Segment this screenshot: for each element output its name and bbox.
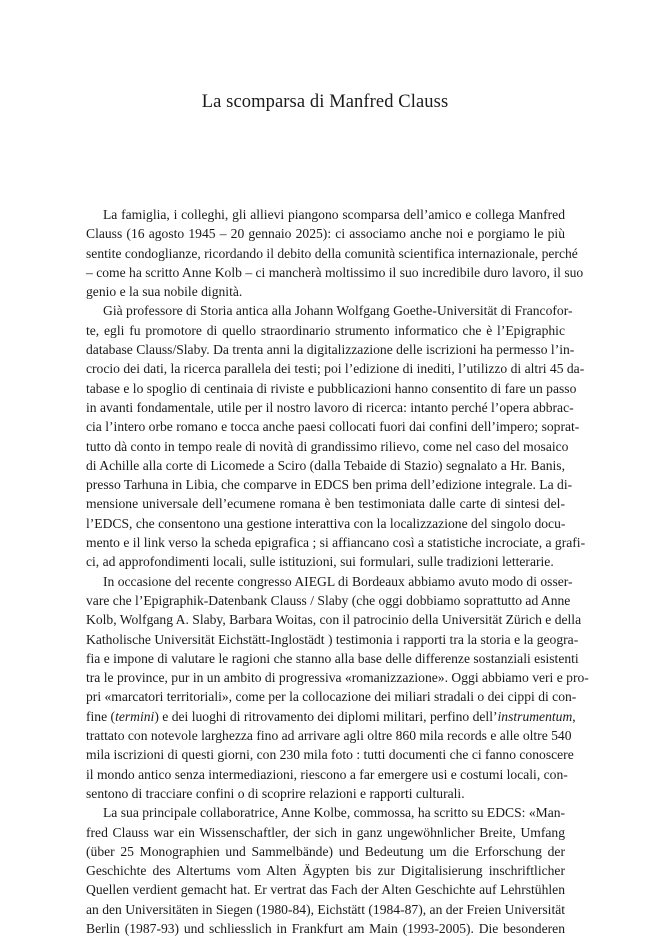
text-line: genio e la sua nobile dignità.	[86, 284, 243, 300]
text-line: pri «marcatori territoriali», come per la collocazione dei miliari stradali o dei cippi di con-	[86, 689, 577, 705]
text-line: sentono di tracciare confini o di scoprire relazioni e rapporti culturali.	[86, 785, 465, 801]
text-line: in avanti fondamentale, utile per il nostro lavoro di ricerca: intanto perché l’opera abbrac-	[86, 399, 574, 415]
text-line: tutto dà conto in tempo reale di novità di grandissimo rilievo, come nel caso del mosaico	[86, 438, 569, 454]
text-line: tabase e lo spoglio di centinaia di riviste e pubblicazioni hanno consentito di fare un passo	[86, 380, 577, 396]
text-line: fred Clauss war ein Wissenschaftler, der sich in ganz ungewöhnlicher Breite, Umfang	[86, 824, 565, 840]
text-line: Già professore di Storia antica alla Johann Wolfgang Goethe-Universität di Francofor-	[103, 303, 573, 319]
text-line: Kolb, Wolfgang A. Slaby, Barbara Woitas, con il patrocinio della Universität Zürich e della	[86, 612, 582, 628]
paragraph	[86, 803, 565, 938]
text-line: mento e il link verso la scheda epigrafica ; si affiancano così a statistiche incrociate, a grafi-	[86, 535, 586, 551]
text-line: Katholische Universität Eichstätt-Inglostädt ) testimonia i rapporti tra la storia e la geogra-	[86, 631, 579, 647]
text-line: Clauss (16 agosto 1945 – 20 gennaio 2025): ci associamo anche noi e porgiamo le più	[86, 226, 565, 242]
text-line: ci, ad approfondimenti locali, sulle istituzioni, sui formulari, sulle tradizioni letterarie.	[86, 554, 554, 570]
text-line: Geschichte des Altertums vom Alten Ägypten bis zur Digitalisierung inschriftlicher	[86, 863, 565, 879]
text-line: presso Tarhuna in Libia, che comparve in EDCS ben prima dell’edizione integrale. La di-	[86, 477, 573, 493]
text-line: La famiglia, i colleghi, gli allievi piangono scomparsa dell’amico e collega Manfred	[103, 207, 565, 222]
text-line: tra le province, pur in un ambito di progressiva «romanizzazione». Oggi abbiamo veri e pro-	[86, 670, 589, 686]
text-line: mila iscrizioni di questi giorni, con 230 mila foto : tutti documenti che ci fanno conoscere	[86, 747, 574, 763]
paragraph	[86, 205, 584, 301]
text-line: In occasione del recente congresso AIEGL di Bordeaux abbiamo avuto modo di osser-	[103, 573, 573, 589]
paragraph	[86, 572, 589, 804]
text-line: te, egli fu promotore di quello straordinario strumento informatico che è l’Epigraphic	[86, 322, 565, 338]
text-line: sentite condoglianze, ricordando il debito della comunità scientifica internazionale, perché	[86, 245, 578, 261]
text-line: fine (termini) e dei luoghi di ritrovamento dei diplomi militari, perfino dell’instrumentum,	[86, 708, 576, 724]
text-line: l’EDCS, che consentono una gestione interattiva con la localizzazione del singolo docu-	[86, 515, 566, 531]
text-line: crocio dei dati, la ricerca parallela dei testi; poi l’edizione di inediti, l’utilizzo di altri 45 da-	[86, 361, 585, 377]
text-line: trattato con notevole larghezza fino ad arrivare agli oltre 860 mila records e alle oltre 540	[86, 728, 572, 744]
text-line: il mondo antico senza intermediazioni, riescono a far emergere usi e costumi locali, con-	[86, 766, 568, 782]
text-line: di Achille alla corte di Licomede a Sciro (dalla Tebaide di Stazio) segnalato a Hr. Banis,	[86, 457, 565, 473]
page-title: La scomparsa di Manfred Clauss	[201, 92, 449, 112]
text-line: Quellen verdient gemacht hat. Er vertrat das Fach der Alten Geschichte auf Lehrstühlen	[86, 882, 565, 898]
text-line: mensione universale dell’ecumene romana è ben testimoniata dalle carte di sintesi del-	[86, 496, 565, 512]
text-line: vare che l’Epigraphik-Datenbank Clauss / Slaby (che oggi dobbiamo soprattutto ad Anne	[86, 592, 571, 608]
text-line: fia e impone di valutare le ragioni che stanno alla base delle differenze sostanziali esistenti	[86, 650, 579, 666]
text-line: an den Universitäten in Siegen (1980-84), Eichstätt (1984-87), an der Freien Universität	[86, 901, 566, 917]
article-body	[86, 205, 589, 938]
text-line: database Clauss/Slaby. Da trenta anni la digitalizzazione delle iscrizioni ha permesso l’in-	[86, 342, 575, 358]
paragraph	[86, 301, 586, 571]
text-line: (über 25 Monographien und Sammelbände) und Bedeutung um die Erforschung der	[86, 843, 565, 859]
text-line: Berlin (1987-93) und schliesslich in Frankfurt am Main (1993-2005). Die besonderen	[86, 920, 565, 936]
text-line: La sua principale collaboratrice, Anne Kolbe, commossa, ha scritto su EDCS: «Man-	[103, 805, 566, 821]
text-line: – come ha scritto Anne Kolb – ci mancherà moltissimo il suo incredibile duro lavoro, il suo	[86, 264, 584, 280]
text-line: cia l’intero orbe romano e tocca anche paesi collocati fuori dai confini dell’impero; soprat-	[86, 419, 580, 435]
